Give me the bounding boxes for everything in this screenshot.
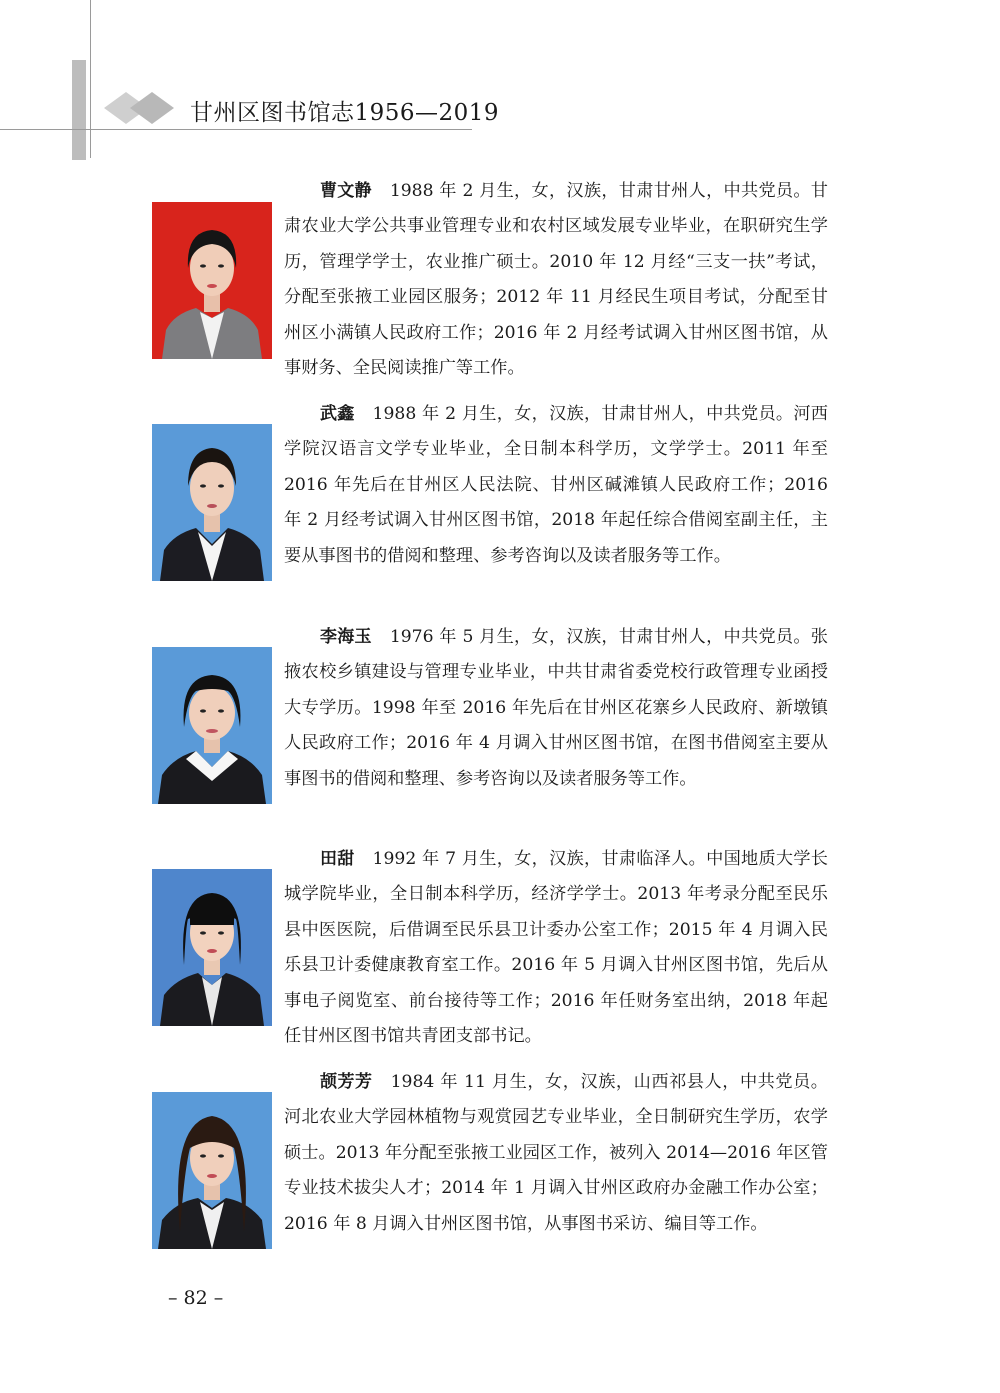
bio-description: 1992 年 7 月生，女，汉族，甘肃临泽人。中国地质大学长城学院毕业，全日制本科学历，经济学学士。2013 年考录分配至民乐县中医医院，后借调至民乐县卫计委办公室工作；2015 年 4 月调入民乐县卫计委健康教育室工作。2016 年 5 月调入甘州区图书馆，先后从事电子阅览室、前台接待等工作；2016 年任财务室出纳，2018 年起任甘州区图书馆共青团支部书记。 xyxy=(284,849,828,1047)
header-horizontal-rule xyxy=(0,129,472,130)
portrait-photo xyxy=(152,869,272,1026)
bio-description: 1988 年 2 月生，女，汉族，甘肃甘州人，中共党员。河西学院汉语言文学专业毕业，全日制本科学历，文学学士。2011 年至 2016 年先后在甘州区人民法院、甘州区碱滩镇人民政府工作；2016 年 2 月经考试调入甘州区图书馆，2018 年起任综合借阅室副主任，主要从事图书的借阅和整理、参考咨询以及读者服务等工作。 xyxy=(284,404,828,566)
bio-description: 1984 年 11 月生，女，汉族，山西祁县人，中共党员。河北农业大学园林植物与观赏园艺专业毕业，全日制研究生学历，农学硕士。2013 年分配至张掖工业园区工作，被列入 2014—2016 年区管专业技术拔尖人才；2014 年 1 月调入甘州区政府办金融工作办公室；2016 年 8 月调入甘州区图书馆，从事图书采访、编目等工作。 xyxy=(284,1072,828,1234)
person-name: 李海玉 xyxy=(320,627,372,647)
person-name: 田甜 xyxy=(320,849,355,869)
portrait-photo xyxy=(152,1092,272,1249)
bio-text xyxy=(284,1065,828,1242)
person-name: 曹文静 xyxy=(320,181,372,201)
header-diamond-ornament xyxy=(100,88,190,128)
bio-description: 1976 年 5 月生，女，汉族，甘肃甘州人，中共党员。张掖农校乡镇建设与管理专业毕业，中共甘肃省委党校行政管理专业函授大专学历。1998 年至 2016 年先后在甘州区花寨乡人民政府、新墩镇人民政府工作；2016 年 4 月调入甘州区图书馆，在图书借阅室主要从事图书的借阅和整理、参考咨询以及读者服务等工作。 xyxy=(284,627,828,789)
bio-text xyxy=(284,842,828,1054)
person-name: 颉芳芳 xyxy=(320,1072,373,1092)
bio-text xyxy=(284,620,828,797)
header-side-bar xyxy=(72,60,86,160)
bio-text xyxy=(284,397,828,574)
person-name: 武鑫 xyxy=(320,404,355,424)
portrait-photo xyxy=(152,647,272,804)
running-header-title: 甘州区图书馆志1956—2019 xyxy=(190,100,500,126)
portrait-photo xyxy=(152,424,272,581)
page-number: – 82 – xyxy=(168,1287,224,1309)
portrait-photo xyxy=(152,202,272,359)
header-vertical-rule xyxy=(90,0,91,158)
bio-description: 1988 年 2 月生，女，汉族，甘肃甘州人，中共党员。甘肃农业大学公共事业管理专业和农村区域发展专业毕业，在职研究生学历，管理学学士，农业推广硕士。2010 年 12 月经“三支一扶”考试，分配至张掖工业园区服务；2012 年 11 月经民生项目考试，分配至甘州区小满镇人民政府工作；2016 年 2 月经考试调入甘州区图书馆，从事财务、全民阅读推广等工作。 xyxy=(284,181,828,379)
bio-text xyxy=(284,174,828,386)
